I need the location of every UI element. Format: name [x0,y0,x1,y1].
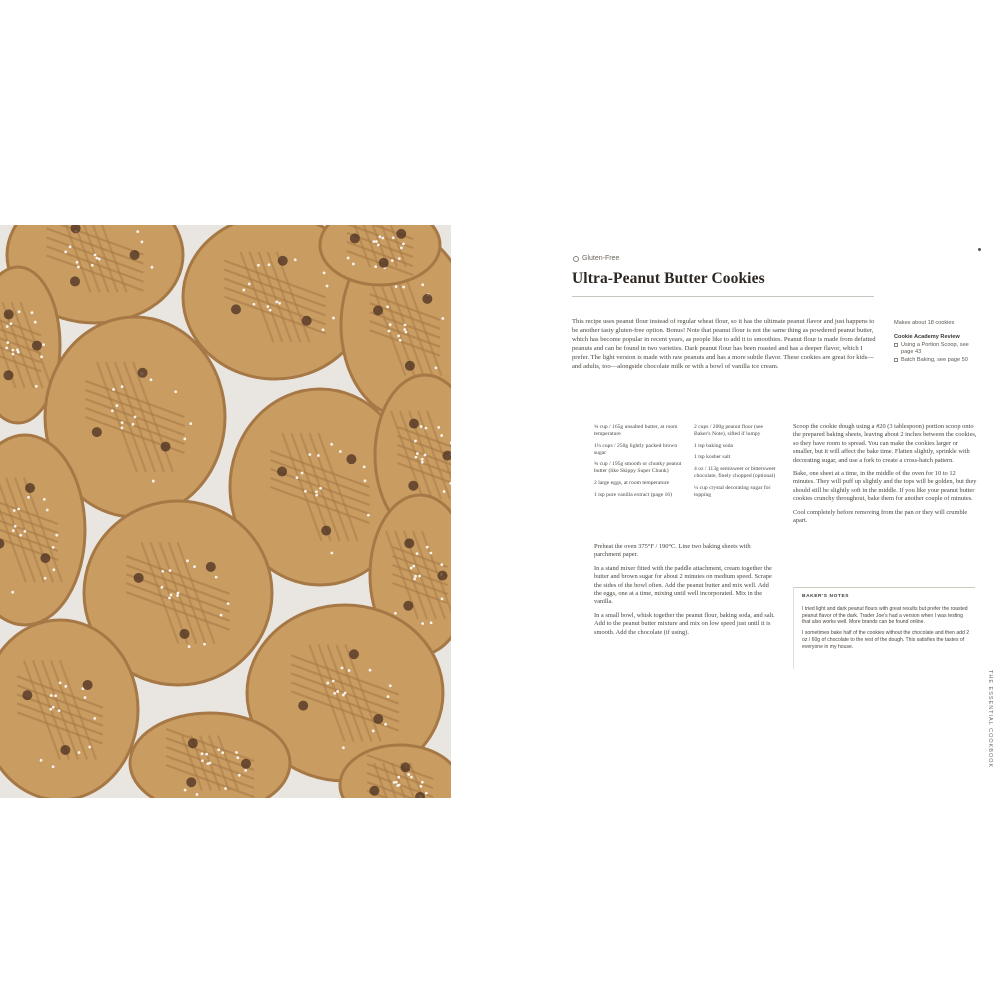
review-ref [894,342,978,357]
ingredients-list-2 [694,424,780,503]
method-step: Cool completely before removing from the pan or they will crumble apart. [793,508,968,525]
method-column-1 [594,543,776,642]
cookie [130,713,290,798]
ingredient-item: 4 oz / 113g semisweet or bittersweet chocolate, finely chopped (optional) [694,465,776,479]
checkbox-icon [894,343,898,347]
title-divider [572,296,874,297]
method-step: In a small bowl, whisk together the peanut flour, baking soda, and salt. Add to the peanut butter mixture and mix on low speed just until it is smooth. Add the chocolate (if using). [594,611,775,636]
page-marker [978,248,981,251]
method-step: Bake, one sheet at a time, in the middle of the oven for 10 to 12 minutes. They will puff up slightly and the tops will be golden, but they should still be slightly soft in the middle. If you like your peanut butter cookies crunchy throughout, bake them for another couple of minutes. [793,470,977,503]
bakers-note: I tried light and dark peanut flours with great results but prefer the roasted peanut flavor of the dark. Trader Joe's had a version when I was testing that also works well. More brands can be found online. [802,605,968,626]
review-ref-text: Batch Baking, see page 50 [901,356,968,363]
ingredient-item: ¼ cup crystal decorating sugar for topping [694,484,771,498]
cookie [0,620,138,798]
bakers-notes-box [793,587,975,669]
ingredient-item: 1 tsp kosher salt [694,454,731,461]
recipe-title: Ultra-Peanut Butter Cookies [572,270,765,287]
ingredients-list-1 [594,424,682,503]
bakers-notes-heading: BAKER'S NOTES [802,594,850,599]
category-tag-label: Gluten-Free [582,255,620,262]
review-ref-text: Using a Portion Scoop, see page 43 [901,341,969,356]
checkbox-icon [894,358,898,362]
review-heading: Cookie Academy Review [894,334,960,341]
bakers-note: I sometimes bake half of the cookies without the chocolate and then add 2 oz / 60g of chocolate to the rest of the dough. This satisfies the tastes of everyone in my house. [802,630,970,650]
running-head: THE ESSENTIAL COOKBOOK [987,670,993,769]
review-ref [894,357,978,364]
recipe-intro: This recipe uses peanut flour instead of regular wheat flour, so it has the ultimate peanut flavor and just happens to be another tasty gluten-free option. Bonus! Note that peanut flour is not the same thing as powdered peanut butter, which has become popular in recent years, as people like to add it to smoothies. Peanut flour is made from defatted peanuts and can be found in two varieties. Dark peanut flour has been roasted and has a deeper flavor, which I prefer. The light version is made with raw peanuts and has a more subtle flavor. These cookies are great for kids—and adults, too—alongside chocolate milk or with a bowl of vanilla ice cream. [572,318,876,370]
category-tag [573,255,619,262]
cookies-illustration [0,225,451,798]
recipe-sidebar [894,320,978,364]
recipe-yield: Makes about 18 cookies [894,320,955,326]
ingredient-item: 2 large eggs, at room temperature [594,480,670,487]
ingredient-item: 1¼ cups / 250g lightly packed brown sugar [594,442,678,456]
ingredient-item: 1 tsp baking soda [694,442,733,449]
ingredient-item: 2 cups / 200g peanut flour (see Baker's Note), sifted if lumpy [694,424,763,438]
method-step: Scoop the cookie dough using a #20 (3 tablespoon) portion scoop onto the prepared baking sheets, leaving about 2 inches between the cookies, so they have room to spread. You can make the cookies larger or smaller, but it will affect the bake time. Flatten slightly, sprinkle with decorating sugar, and use a fork to create a cross-hatch pattern. [793,423,977,464]
method-column-2 [793,423,977,530]
ingredient-item: ¾ cup / 195g smooth or chunky peanut butter (like Skippy Super Chunk) [594,461,682,475]
method-step: Preheat the oven 375°F / 190°C. Line two baking sheets with parchment paper. [594,543,751,559]
ingredient-item: 1 tsp pure vanilla extract (page 16) [594,491,672,498]
method-step: In a stand mixer fitted with the paddle attachment, cream together the butter and brown sugar for about 2 minutes on medium speed. Scrape the sides of the bowl often. Add the peanut butter and mix well. Add the eggs, one at a time, mixing until well incorporated. Mix in the vanilla. [594,564,772,606]
cookies-photo [0,225,451,798]
ingredient-item: ¾ cup / 165g unsalted butter, at room temperature [594,424,678,438]
gluten-free-icon [573,256,579,262]
